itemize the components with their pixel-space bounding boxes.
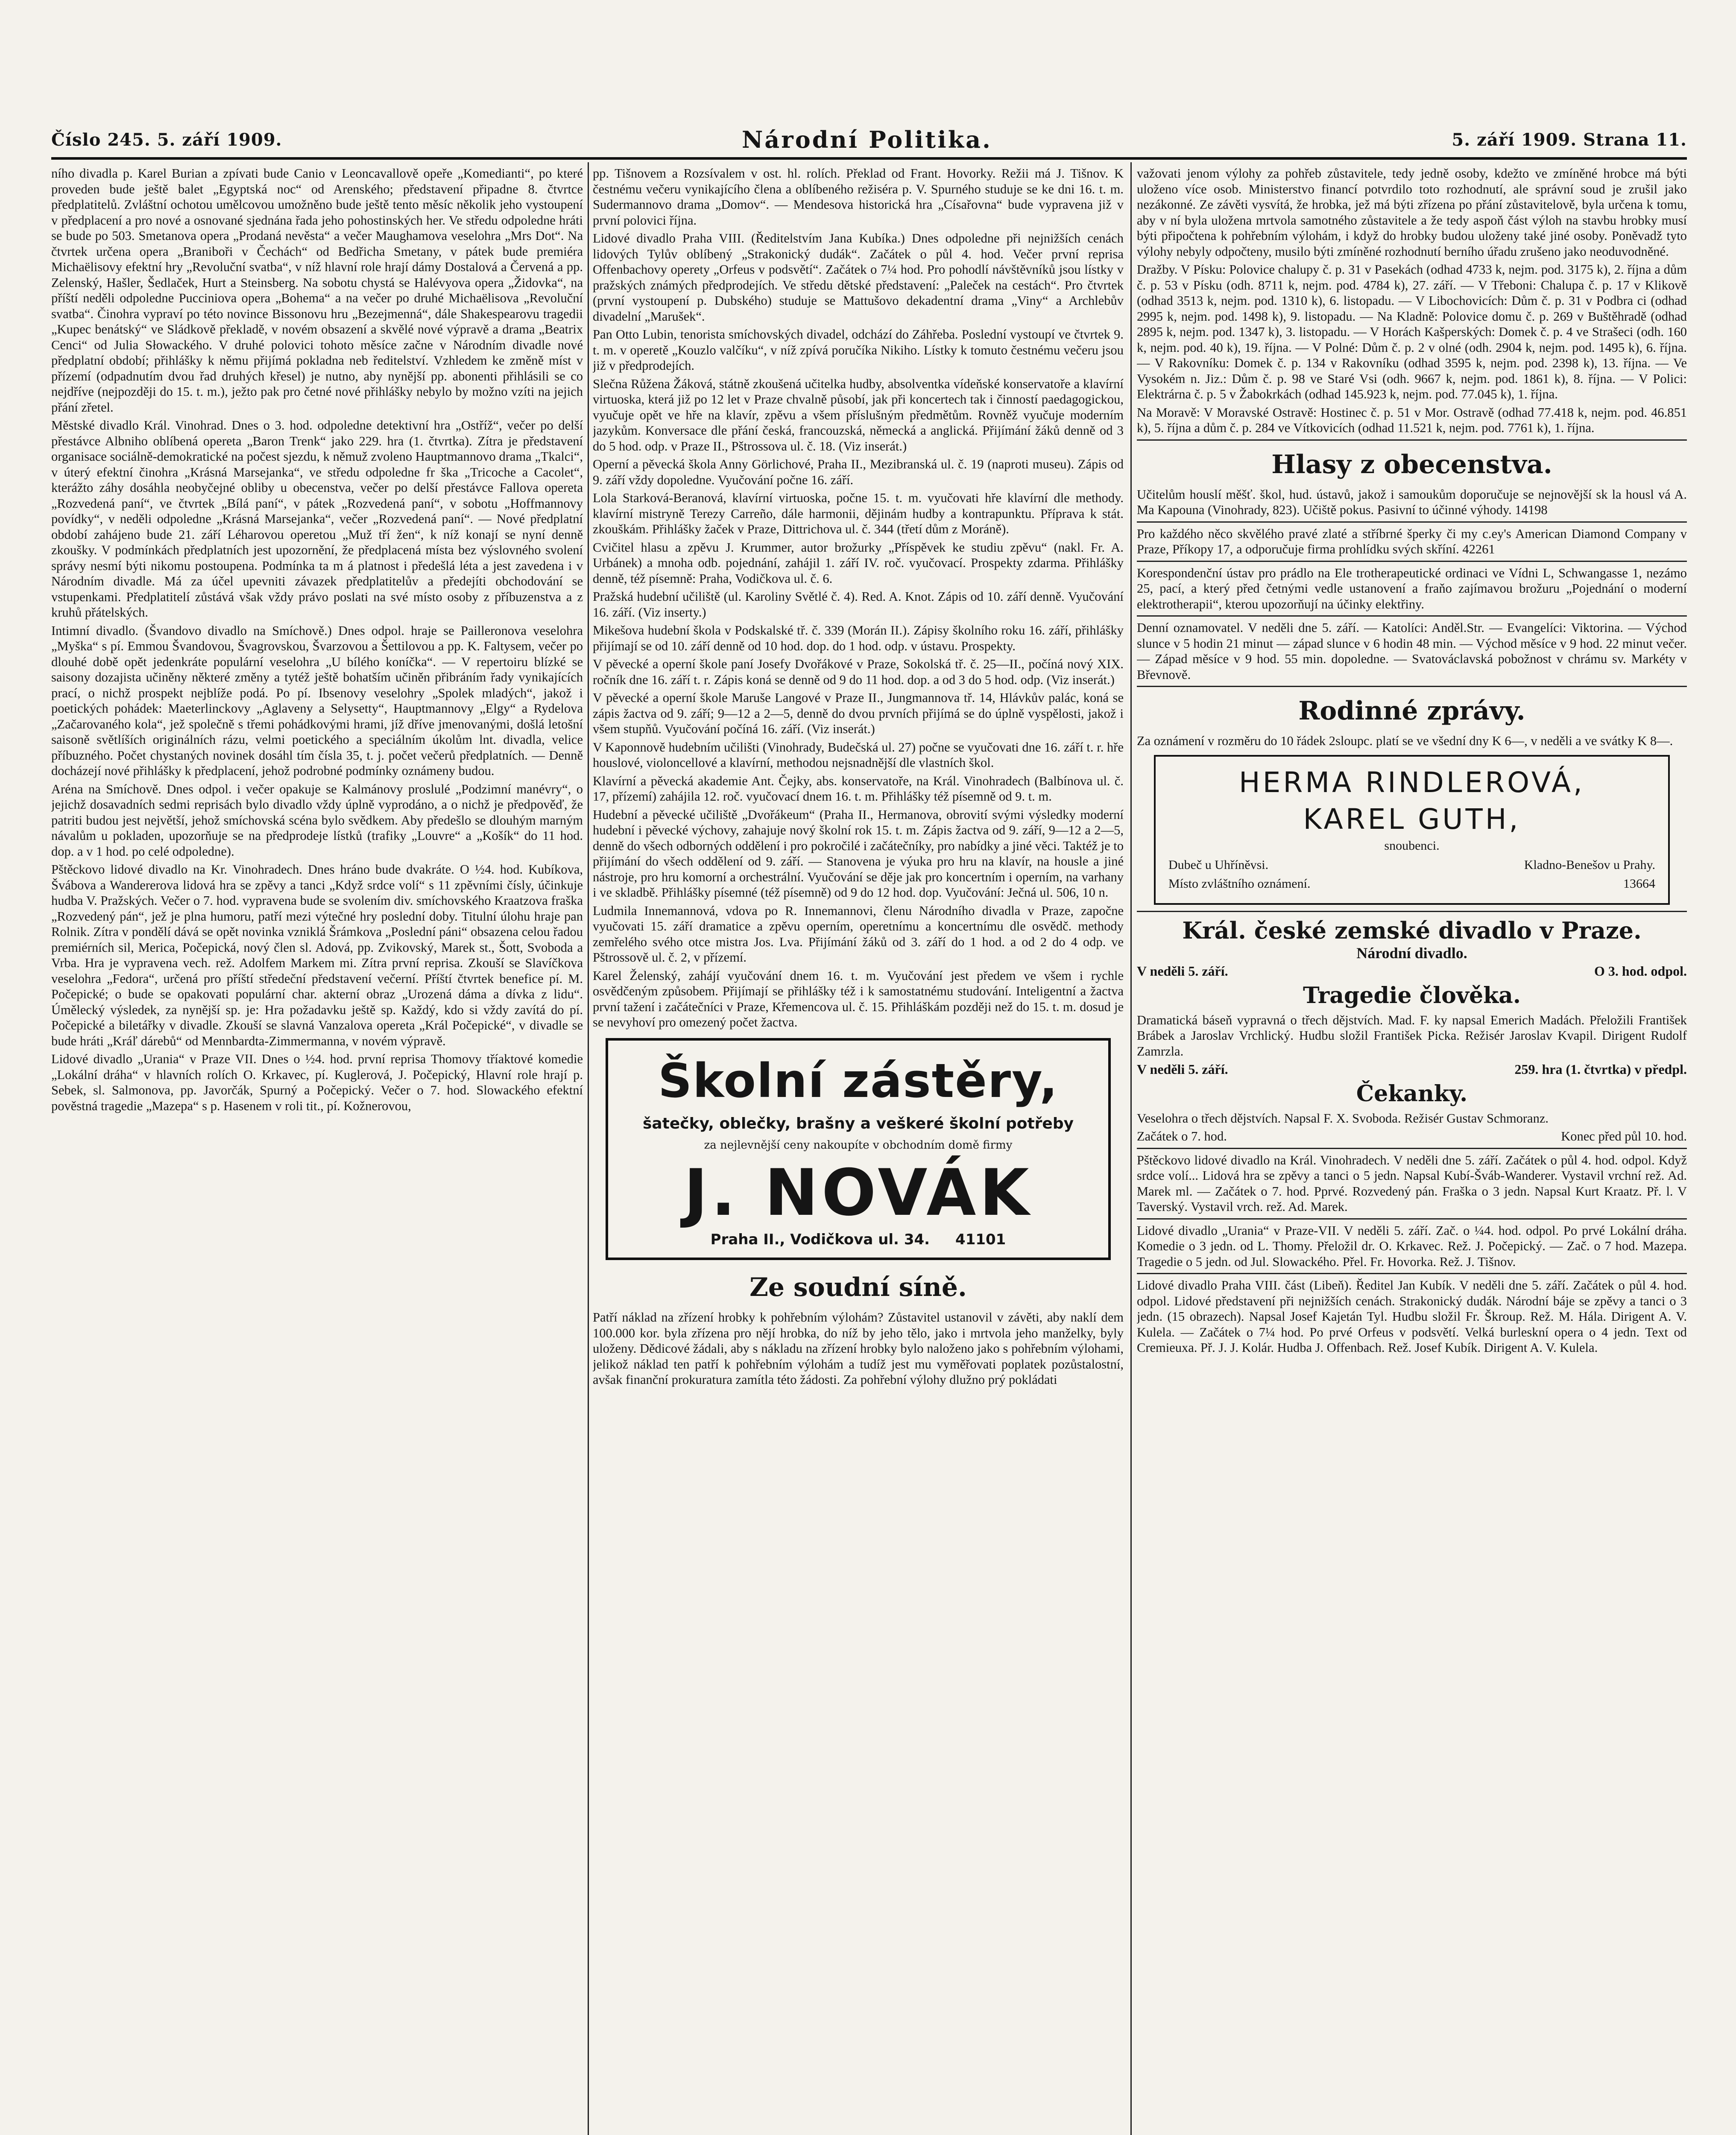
article-paragraph: Pan Otto Lubin, tenorista smíchovských divadel, odchází do Záhřeba. Poslední vystoupí ve čtvrtek 9. t. m. v operetě „Kouzlo valčíku“, v níž zpívá poručíka Nikiho. Lístky k tomuto čestnému večeru jsou již v předprodejích. — [593, 327, 1124, 373]
ad-note: za nejlevnější ceny nakoupíte v obchodním domě firmy — [704, 1138, 1013, 1152]
article-paragraph: Cvičitel hlasu a zpěvu J. Krummer, autor brožurky „Příspěvek ke studiu zpěvu“ (nakl. Fr. A. Urbánek) a mnoha odb. pojednání, zahájil 1. září IV. roč. vyučovací. Prospekty zdarma. Přihlášky denně, též písemně: Praha, Vodičkova ul. č. 6. — [593, 540, 1124, 586]
notice-number: 13664 — [1623, 877, 1655, 891]
article-paragraph: Lidové divadlo Praha VIII. (Ředitelstvím Jana Kubíka.) Dnes odpoledne při nejnižších cenách lidových Tylův oblíbený „Strakonický dudák“. Začátek o půl 4. hod. Večer první reprisa Offenbachovy operety „Orfeus v podsvětí“. Začátek o 7¼ hod. Pro pohodlí návštěvníků jsou lístky v pražských známých předprodejích. Ve středu dětské představení: „Paleček na cestách“. Pro čtvrtek (první vystoupení p. Dubského) studuje se Mattušovo dekadentní drama „Viny“ a Archlebův divadelní „Marušek“. — [593, 231, 1124, 324]
play-description: Veselohra o třech dějstvích. Napsal F. X. Svoboda. Režisér Gustav Schmoranz. — [1137, 1111, 1549, 1126]
engagement-notice — [1154, 755, 1670, 905]
divider — [1137, 1148, 1687, 1149]
article-paragraph: V pěvecké a operní škole Maruše Langové v Praze II., Jungmannova tř. 14, Hlávkův palác, koná se zápis žactva od 9. září; 9—12 a 2—5, denně do dvou prvních přijímá se do úplně vyspělosti, jakož i všem stupňů. Vyučování počíná 16. září. (Viz inserát.) — [593, 690, 1124, 736]
section-heading-court: Ze soudní síně. — [749, 1272, 967, 1302]
article-paragraph: pp. Tišnovem a Rozsívalem v ost. hl. rolích. Překlad od Frant. Hovorky. Režii má J. Tišnov. K čestnému večeru vynikajícího člena a oblíbeného režiséra p. V. Spurného studuje se ke dni 16. t. m. Sudermannovo drama „Domov“. — Mendesova historická hra „Císařovna“ bude vypravena již v první polovici října. — [593, 166, 1124, 228]
divider — [1137, 439, 1687, 441]
ad-number: 41101 — [955, 1231, 1006, 1248]
notice-paragraph: Korespondenční ústav pro prádlo na Ele trotherapeutické ordinaci ve Vídni L, Schwangasse 1, nezámo 25, pací, a který před četnými vedle ustanovení a fraňo zajímavou brožuru „Pojednání o moderní elektrotherapii“, kterou upozorňují na účinky elektřiny. — [1137, 565, 1687, 611]
column-2 — [593, 166, 1124, 2135]
notice-label: snoubenci. — [1384, 838, 1440, 853]
theatre-listing: Lidové divadlo „Urania“ v Praze-VII. V neděli 5. září. Zač. o ¼4. hod. odpol. Po prvé Lokální dráha. Komedie o 3 jedn. od L. Thomy. Přeložil dr. O. Krkavec. Rež. J. Počepický. — Zač. o 7 hod. Mazepa. Tragedie o 5 jedn. od Jul. Slowackého. Přel. Fr. Hovorka. Rež. J. Tišnov. — [1137, 1223, 1687, 1269]
ad-address-row — [617, 1232, 1100, 1248]
article-paragraph: Pražská hudební učiliště (ul. Karoliny Světlé č. 4). Red. A. Knot. Zápis od 10. září denně. Vyučování 16. září. (Viz inserty.) — [593, 589, 1124, 620]
article-paragraph: ního divadla p. Karel Burian a zpívati bude Canio v Leoncavallově opeře „Komedianti“, po které proveden bude ještě balet „Egyptská noc“ od Arenského; představení připadne 8. čtvrtce předplatitelů. Zvláštní ochotou umělcovou umožněno bude ještě tento měsíc několik jeho vystoupení v předplacení a pro nové a osnované sjednána řada jeho pohostinských her. Ve středu odpoledne hráti se bude po 503. Smetanova opera „Prodaná nevěsta“ a večer Maughamova veselohra „Mrs Dot“. Na čtvrtek určena opera „Braniboři v Čechách“ od Bedřicha Smetany, v pátek bude premiéra Michaëlisovy efektní hry „Revoluční svatba“, v níž hlavní role hrají dámy Dostalová a Červená a pp. Zelenský, Hašler, Šedlaček, Hurt a Steinsberg. Na sobotu chystá se Halévyova opera „Židovka“, na příští neděli odpoledne Pucciniova opera „Bohema“ a na večer po druhé Michaëlisova „Revoluční svatba“. Činohra vypraví po této novince Bissonovu hru „Bezejmenná“, dále Shakespearovu tragedii „Kupec benátský“ ve Sládkově překladě, v novém obsazení a skvělé nové výpravě a drama „Beatrix Cenci“ od Julia Słowackého. V druhé polovici tohoto měsíce začne v Národním divadle nové předplatní období; přihlášky k němu přijímá pokladna neb ředitelství. Vzhledem ke změně míst v přízemí (odpadnutím dvou řad druhých křesel) je nutno, aby nynější pp. abonenti přihlásili se co nejdříve (nejpozději do 15. t. m.), ježto pak pro četné nové přihlášky nebylo by možno vzíti na jejich přání zřetel. — [51, 166, 583, 415]
play-description: Dramatická báseň vypravná o třech dějstvích. Mad. F. ky napsal Emerich Madách. Přeložili František Brábek a Jaroslav Vrchlický. Hudbu složil František Picka. Režisér Jaroslav Kvapil. Dirigent Rudolf Zamrzla. — [1137, 1012, 1687, 1059]
article-paragraph: Operní a pěvecká škola Anny Görlichové, Praha II., Mezibranská ul. č. 19 (naproti museu). Zápis od 9. září vždy dopoledne. Vyučování počne 16. září. — [593, 457, 1124, 487]
notice-footer: Místo zvláštního oznámení. — [1168, 877, 1311, 891]
notice-footer-row — [1168, 876, 1655, 892]
performance-row — [1137, 1062, 1687, 1077]
divider — [1137, 521, 1687, 523]
ad-subtitle: šatečky, oblečky, brašny a veškeré školní potřeby — [642, 1114, 1074, 1132]
divider — [1137, 1273, 1687, 1274]
page-header — [51, 126, 1687, 153]
notice-place-right: Kladno-Benešov u Prahy. — [1524, 857, 1655, 872]
theatre-heading: Král. české zemské divadlo v Praze. — [1182, 916, 1642, 944]
column-divider — [588, 162, 589, 2135]
performance-time: O 3. hod. odpol. — [1594, 963, 1687, 979]
article-paragraph: Na Moravě: V Moravské Ostravě: Hostinec č. p. 51 v Mor. Ostravě (odhad 77.418 k, nejm. pod. 46.851 k), 5. října a dům č. p. 284 ve Vítkovicích (odhad 11.521 k, nejm. pod. 7761 k), 1. října. — [1137, 405, 1687, 435]
notice-name-2: KAREL GUTH, — [1303, 802, 1521, 836]
article-paragraph: Městské divadlo Král. Vinohrad. Dnes o 3. hod. odpoledne detektivní hra „Ostříž“, večer po delší přestávce Albniho oblíbená opereta „Baron Trenk“ jako 229. hra (1. čtvrtka). Zítra je představení organisace sociálně-demokratické na počest sjezdu, k němuž zvoleno Hauptmannovo drama „Tkalci“, v úterý efektní činohra „Krásná Marsejanka“, ve středu odpoledne fr ška „Tricoche a Cacolet“, kterážto záhy dosáhla neobyčejné obliby u obecenstva, večer po delší přestávce Fallova opereta „Rozvedená paní“, ve čtvrtek „Bílá paní“, v pátek „Rozvedená paní“, v sobotu „Hoffmannovy povídky“, v neděli odpoledne „Krásná Marsejanka“, večer „Rozvedená paní“. — Nové předplatní období zahájeno bude 21. září Léharovou operetou „Muž tří žen“, k níž konají se nyní denně zkoušky. V podmínkách předplatních jest upozornění, že předplacená místa bez výslovného svolení správy nesmí býti nikomu postoupena. Podmínka ta m á platnost i předešlá léta a jest zavedena i v Národním divadle. Má za účel upevniti závazek předplatitelův a předejíti obchodování se vstupenkami. Předplatitelí zůstává však vždy právo poslati na své místo osoby z příbuzenstva a z kruhů přátelských. — [51, 418, 583, 620]
divider — [1137, 911, 1687, 912]
section-heading-voices: Hlasy z obecenstva. — [1271, 449, 1552, 480]
play-title: Tragedie člověka. — [1303, 982, 1521, 1009]
article-paragraph: Mikešova hudební škola v Podskalské tř. č. 339 (Morán II.). Zápisy školního roku 16. září, přihlášky přijímají se od 10. září denně od 10 hod. dop. do 1 hod. odp. v ústavu. Prospekty. — [593, 623, 1124, 653]
pricing-note: Za oznámení v rozměru do 10 řádek 2sloupc. platí se ve všední dny K 6—, v neděli a ve svátky K 8—. — [1137, 734, 1673, 748]
ad-firm-name: J. NOVÁK — [684, 1155, 1033, 1230]
article-paragraph: Slečna Růžena Žáková, státně zkoušená učitelka hudby, absolventka vídeňské konservatoře a klavírní virtuoska, která již po 12 let v Praze chvalně působí, jak při koncertech tak i činností paedagogickou, vyučuje opět ve hře na klavír, zpěvu a všem příslušným předmětům. Rovněž vyučuje moderním jazykům. Konversace dle přání česká, francouzská, německá a anglická. Přijímání žáků denně od 3 do 5 hod. odp. v Praze II., Pštrossova ul. č. 18. (Viz inserát.) — [593, 376, 1124, 453]
divider — [1137, 615, 1687, 617]
notice-places — [1168, 857, 1655, 873]
article-paragraph: Karel Želenský, zahájí vyučování dnem 16. t. m. Vyučování jest předem ve všem i rychle osvědčeným způsobem. Přijímají se přihlášky též i k samostatnému studování. Inteligentní a žactva první tažení i začátečníci v Praze, Křemencova ul. č. 15. Přihláškám později než do 15. t. m. dosud je se nevyhoví pro omezený počet žactva. — [593, 968, 1124, 1029]
article-paragraph: Intimní divadlo. (Švandovo divadlo na Smíchově.) Dnes odpol. hraje se Pailleronova veselohra „Myška“ s pí. Emmou Švandovou, Švagrovskou, Švarzovou a Šettilovou a pp. K. Faltysem, večer po dlouhé době opět jedenkráte populární veselohra „U bílého koníčka“. — V repertoiru blízké se saisony dozajista učiněny některé změny a tytéž ještě bohatším učiněn přibráním řady vynikajících prací, o nichž prospekt nejblíže podá. Po pí. Ibsenovy veselohry „Spolek mladých“, jakož i poetických pohádek: Maeterlinckovy „Aglaveny a Selysetty“, Hauptmannovy „Elgy“ a Rydelova „Začarovaného kola“, jež společně s třemi pohádkovými hrami, jíž dříve jmenovanými, došlá letošní saisoně světlíších originálních rázu, velmi poetického a speciálním úkolům lnt. divadla, velice příbuzného. Počet chystaných novinek dosáhl tím čísla 35, t. j. počet večerů předplatních. — Denně docházejí nové přihlášky k předplacení, jehož podrobné podmínky oznámeny budou. — [51, 623, 583, 778]
article-paragraph: Lola Starková-Beranová, klavírní virtuoska, počne 15. t. m. vyučovati hře klavírní dle methody. klavírní mistryně Terezy Carreño, dále harmonii, dějinám hudby a kontrapunktu. Příprava k stát. zkouškám. Přihlášky žaček v Praze, Dittrichova ul. č. 344 (třetí dům z Moráně). — [593, 491, 1124, 536]
notice-place-left: Dubeč u Uhříněvsi. — [1168, 857, 1269, 872]
article-paragraph: Patří náklad na zřízení hrobky k pohřebním výlohám? Zůstavitel ustanovil v závěti, aby naklí dem 100.000 kor. byla zřízena pro nějí hrobka, do níž by jeho tělo, jako i mrtvola jeho manželky, byly uloženy. Dědicové žádali, aby s nákladu na zřízení hrobky bylo naloženo jako s pohřebním výlohami, jelikož náklad ten patří k pohřebním výlohám a tudíž jest mu vyměřovati poplatek pozůstalostní, avšak finanční prokuratura zamítla této žádosti. Za pohřební výlohy dlužno prý pokládati — [593, 1310, 1124, 1387]
start-time: Začátek o 7. hod. — [1137, 1129, 1227, 1144]
header-rule — [51, 157, 1687, 160]
notice-paragraph: Pro každého něco skvělého pravé zlaté a stříbrné šperky či my c.ey's American Diamond Company v Praze, Příkopy 17, a odporučuje firma prohlídku svých skříní. 42261 — [1137, 526, 1687, 556]
column-divider — [1130, 162, 1132, 2135]
article-paragraph: V pěvecké a operní škole paní Josefy Dvořákové v Praze, Sokolská tř. č. 25—II., počíná nový XIX. ročník dne 16. září t. r. Zápis koná se denně od 9 do 11 hod. dop. a od 3 do 5 hod. odp. (Viz inserát.) — [593, 657, 1124, 687]
notice-paragraph: Učitelům houslí měšť. škol, hud. ústavů, jakož i samoukům doporučuje se nejnovější sk la housl vá A. Ma Kapouna (Vinohrady, 823). Učiště pokus. Pasivní to účinné výhody. 14198 — [1137, 487, 1687, 517]
page-number: 5. září 1909. Strana 11. — [1452, 129, 1687, 150]
performance-date: V neděli 5. září. — [1137, 963, 1228, 979]
column-1 — [51, 166, 583, 2135]
performance-times — [1137, 1129, 1687, 1144]
theatre-subheading: Národní divadlo. — [1356, 944, 1467, 962]
theatre-listing: Lidové divadlo Praha VIII. část (Libeň). Ředitel Jan Kubík. V neděli dne 5. září. Začátek o půl 4. hod. odpol. Lidové představení při nejnižších cenách. Strakonický dudák. Národní báje se zpěvy a tanci o 3 jedn. (15 obrazech). Napsal Josef Kajetán Tyl. Hudbu složil Fr. Škroup. Rež. M. Hála. Dirigent A. V. Kulela. — Začátek o 7¼ hod. Po prvé Orfeus v podsvětí. Velká burleskní opera o 4 jedn. Text od Cremieuxa. Př. J. J. Kolár. Hudba J. Offenbach. Rež. Josef Kubík. Dirigent A. V. Kulela. — [1137, 1278, 1687, 1355]
performance-row — [1137, 963, 1687, 979]
divider — [1137, 686, 1687, 687]
notice-name-1: HERMA RINDLEROVÁ, — [1239, 766, 1585, 799]
article-paragraph: Pštěckovo lidové divadlo na Kr. Vinohradech. Dnes hráno bude dvakráte. O ½4. hod. Kubíkova, Švábova a Wandererova lidová hra se zpěvy a tanci „Když srdce volí“ s 11 zpěvními čísly, účinkuje hudba V. Pražských. Večer o 7. hod. vypravena bude se svolením div. smíchovského Kraatzova fraška „Rozvedený pán“, jež je plna humoru, patří mezi výtečné hry poslední doby. Titulní úlohu hraje pan Rolnik. Zítra v pondělí dává se opět novinka vzniklá Šrámkova „Poslední páni“ obsazena celou řadou premiérních sil, Merica, Počepická, nový člen sl. Adová, pp. Zvikovský, Marek st., Šott, Svoboda a Vrba. Hra je vypravena vech. rež. Adolfem Markem mi. Zítra první reprisa. Zkouší se Slavíčkova veselohra „Fedora“, určená pro příští středeční představení večerní. Příští čtvrtek benefice pí. M. Počepické; o bude se opakovati populární char. akterní obraz „Urozená dáma a dívka z lidu“. Úmělecký výsledek, za nynější sp. je: Hra požadavku ještě sp. Každý, kdo si vždy zavítá do pí. Počepické a biletářky v divadle. Zkouší se slavná Vanzalova opereta „Král Počepické“, v divadle se bude hráti „Kráľ dárebů“ od Mennbardta-Zimmermanna, v novém výpravě. — [51, 862, 583, 1048]
play-title: Čekanky. — [1356, 1080, 1468, 1107]
article-paragraph: Dražby. V Písku: Polovice chalupy č. p. 31 v Pasekách (odhad 4733 k, nejm. pod. 3175 k), 2. října a dům č. p. 53 v Písku (odh. 8711 k, nejm. pod. 4784 k), 27. září. — V Třeboni: Chalupa č. p. 17 v Klikově (odhad 3513 k, nejm. pod. 1310 k), 6. listopadu. — V Libochovicích: Dům č. p. 31 v Podbra ci (odhad 2995 k, nejm. pod. 1498 k), 9. listopadu. — Na Kladně: Polovice domu č. p. 269 v Buštěhradě (odhad 2895 k, nejm. pod. 1347 k), 3. listopadu. — V Horách Kašperských: Domek č. p. 4 ve Strašeci (odh. 160 k, nejm. pod. 40 k), 19. října. — V Polné: Dům č. p. 2 v olné (odh. 2904 k, nejm. pod. 1495 k), 6. října. — V Rakovníku: Domek č. p. 134 v Rakovníku (odhad 3595 k, nejm. pod. 2398 k), 13. října. — Ve Vysokém n. Jiz.: Dům č. p. 98 ve Staré Vsi (odh. 9667 k, nejm. pod. 1861 k), 8. října. — V Polici: Elektrárna č. p. 5 v Žabokrkách (odhad 145.923 k, nejm. pod. 77.045 k), 1. října. — [1137, 262, 1687, 401]
article-paragraph: važovati jenom výlohy za pohřeb zůstavitele, tedy jedně osoby, kdežto ve zmíněné hrobce má býti uloženo více osob. Ministerstvo financí potvrdilo toto rozhodnutí, ale správní soud je zrušil jako nezákonné. Ze závěti vysvítá, že hrobka, jež má býti zřízena po přání zůstavitelově, byla určena k tomu, aby v ní byla uložena mrtvola samotného zůstavitele a že tedy aspoň část výloh na stavbu hrobky musí býti připočtena k pohřebním výlohám, i když do hrobky budou uloženy také jiné osoby. Poněvadž tyto výlohy nebyly odpočteny, musilo býti zmíněné rozhodnutí berního úřadu zrušeno jako neoduvodněné. — [1137, 166, 1687, 259]
divider — [1137, 561, 1687, 562]
divider — [1137, 1218, 1687, 1220]
performance-note: 259. hra (1. čtvrtka) v předpl. — [1514, 1062, 1687, 1077]
column-3 — [1137, 166, 1687, 2135]
article-paragraph: Ludmila Innemannová, vdova po R. Innemannovi, členu Národního divadla v Praze, započne vyučovati 15. září dramatice a zpěvu operním, operetnímu a koncertnímu dle osvědč. methody zemřelého svého otce mistra Jos. Lva. Přijímání žáků od 3. září do 1 hod. a od 2 do 4 odp. ve Pštrossově ul. č. 2, v přízemí. — [593, 903, 1124, 965]
article-paragraph: Lidové divadlo „Urania“ v Praze VII. Dnes o ½4. hod. první reprisa Thomovy tříaktové komedie „Lokální dráha“ v hlavních rolích O. Krkavec, pí. Kuglerová, J. Počepický, Hlavní role hrají p. Sebek, sl. Salmonova, pp. Javorčák, Spurný a Počepický. Večer o 7. hod. Slowackého efektní pověstná tragedie „Mazepa“ s p. Hasenem v roli tit., pí. Kožnerovou, — [51, 1052, 583, 1113]
issue-number: Číslo 245. 5. září 1909. — [51, 129, 282, 150]
article-paragraph: V Kaponnově hudebním učilišti (Vinohrady, Budečská ul. 27) počne se vyučovati dne 16. září t. r. hře houslové, violoncellové a klavírní, methodou nejsnadnější dle vlastních škol. — [593, 740, 1124, 770]
article-paragraph: Aréna na Smíchově. Dnes odpol. i večer opakuje se Kalmánovy proslulé „Podzimní manévry“, o jejichž dosavadních sedmi reprisách bylo divadlo vždy úplně vyprodáno, a o nichž je předpověď, že patriti budou jest největší, jehož smíchovská scéna bylo svědkem. Aby předešlo se dlouhým marným návalům u pokladen, upozorňuje se na předprodeje lístků (trafiky „Louvre“ a „Košík“ do 11 hod. dop. a v 1 hod. po celé odpoledne). — [51, 781, 583, 859]
section-heading-family: Rodinné zprávy. — [1298, 696, 1525, 726]
theatre-listing: Pštěckovo lidové divadlo na Král. Vinohradech. V neděli dne 5. září. Začátek o půl 4. hod. odpol. Když srdce volí... Lidová hra se zpěvy a tanci o 5 jedn. Napsal Kubí-Šváb-Wanderer. Vystavil vrchní rež. Ad. Marek ml. — Začátek o 7. hod. Pprvé. Rozvedený pán. Fraška o 3 jedn. Napsal Kurt Kraatz. Př. l. V Taverský. Vystavil vrch. rež. Ad. Marek. — [1137, 1152, 1687, 1214]
article-paragraph: Hudební a pěvecké učiliště „Dvořákeum“ (Praha II., Hermanova, obrovití svými výsledky moderní hudební i pěvecké výchovy, zahajuje nový školní rok 15. t. m. Zápis žactva od 9. září, 9—12 a 2—5, denně do všech odborných oddělení i pro pokročilé i začátečníky, pro nabídky a jiné věci. Taktéž je to přijímání do všech oddělení od 9. září. — Stanovena je výuka pro hru na klavír, na housle a jiné nástroje, pro hru komorní a orchestrální. Vyučování se děje jak pro koncertním i operním, na varhany i ve skladbě. Přihlášky písemné (též písemně) od 9 do 12 hod. dop. Vyučování: Ječná ul. 506, 10 n. — [593, 807, 1124, 900]
advertisement-novak — [606, 1038, 1111, 1261]
ad-title: Školní zástěry, — [658, 1053, 1059, 1108]
masthead-title: Národní Politika. — [741, 126, 992, 153]
performance-date: V neděli 5. září. — [1137, 1062, 1228, 1077]
ad-address: Praha II., Vodičkova ul. 34. — [710, 1231, 930, 1248]
article-paragraph: Klavírní a pěvecká akademie Ant. Čejky, abs. konservatoře, na Král. Vinohradech (Balbínova ul. č. 17, přízemí) zahájila 12. roč. vyučovací dnem 16. t. m. Přihlášky též písemně od 9. t. m. — [593, 773, 1124, 804]
end-time: Konec před půl 10. hod. — [1561, 1129, 1687, 1144]
notice-paragraph: Denní oznamovatel. V neděli dne 5. září. — Katolíci: Anděl.Str. — Evangelíci: Viktorina. — Východ slunce v 5 hodin 21 minut — západ slunce v 6 hodin 48 min. — Východ měsíce v 9 hod. 22 minut večer. — Západ měsíce v 9 hod. 55 min. dopoledne. — Svatováclavská pobožnost v chrámu sv. Markéty v Břevnově. — [1137, 620, 1687, 682]
